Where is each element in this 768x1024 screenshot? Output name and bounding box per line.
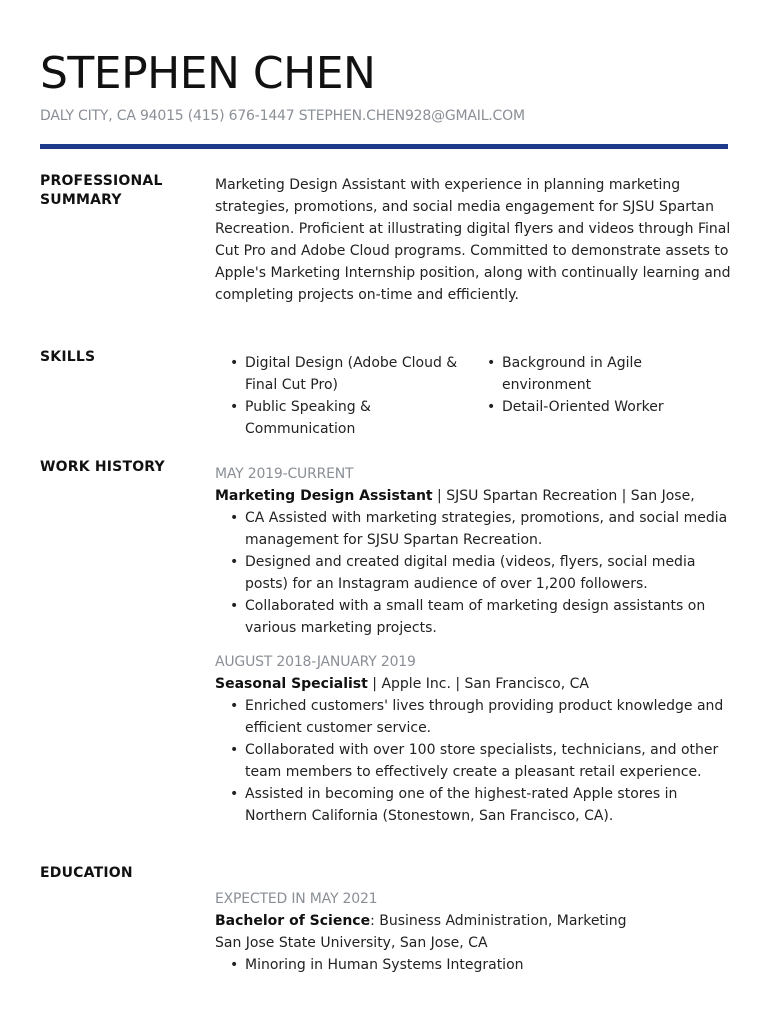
summary-text: Marketing Design Assistant with experience in planning marketing strategies, promotions, and social media engagement for SJSU Spartan Recreation. Proficient at illustrating digital flyers and videos through Final Cut Pro and Adobe Cloud programs. Committed to demonstrate assets to Apple's Marketing Internship position, along with continually learning and completing projects on-time and efficiently. xyxy=(215,177,731,303)
education-detail-item: • Minoring in Human Systems Integration xyxy=(230,954,735,976)
skills-list xyxy=(215,352,735,440)
section-label-skills: SKILLS xyxy=(40,349,96,365)
section-label-summary: PROFESSIONAL SUMMARY xyxy=(40,173,163,208)
resume-name: STEPHEN CHEN xyxy=(40,48,376,99)
job-date: MAY 2019-CURRENT xyxy=(215,466,354,482)
skill-item: • Detail-Oriented Worker xyxy=(487,396,727,418)
degree-line xyxy=(215,910,735,932)
skill-item: • Digital Design (Adobe Cloud & Final Cut Pro) xyxy=(230,352,475,396)
job-title-line xyxy=(215,673,735,695)
section-label-work: WORK HISTORY xyxy=(40,459,165,475)
duty-item: • Assisted in becoming one of the highest-rated Apple stores in Northern California (Stonestown, San Francisco, CA). xyxy=(230,783,735,827)
duty-item: • Collaborated with over 100 store specialists, technicians, and other team members to effectively create a pleasant retail experience. xyxy=(230,739,735,783)
education-entry xyxy=(215,888,735,976)
skills-column-1 xyxy=(215,352,475,440)
duty-item: • CA Assisted with marketing strategies, promotions, and social media management for SJSU Spartan Recreation. xyxy=(230,507,735,551)
job-title: Seasonal Specialist xyxy=(215,676,368,692)
contact-line: DALY CITY, CA 94015 (415) 676-1447 STEPHEN.CHEN928@GMAIL.COM xyxy=(40,108,525,124)
duty-item: • Enriched customers' lives through providing product knowledge and efficient customer service. xyxy=(230,695,735,739)
skill-item: • Background in Agile environment xyxy=(487,352,727,396)
work-history xyxy=(215,463,735,827)
job-entry xyxy=(215,651,735,827)
job-title: Marketing Design Assistant xyxy=(215,488,433,504)
duty-item: • Collaborated with a small team of marketing design assistants on various marketing projects. xyxy=(230,595,735,639)
job-duties xyxy=(215,695,735,827)
header-divider xyxy=(40,144,728,149)
degree-field: : Business Administration, Marketing xyxy=(370,913,627,929)
job-title-line xyxy=(215,485,735,507)
education-details xyxy=(215,954,735,976)
duty-item: • Designed and created digital media (videos, flyers, social media posts) for an Instagram audience of over 1,200 followers. xyxy=(230,551,735,595)
section-label-education: EDUCATION xyxy=(40,865,133,881)
job-duties xyxy=(215,507,735,639)
degree: Bachelor of Science xyxy=(215,913,371,929)
job-date: AUGUST 2018-JANUARY 2019 xyxy=(215,654,416,670)
education-date: EXPECTED IN MAY 2021 xyxy=(215,891,378,907)
skills-column-2 xyxy=(475,352,727,440)
school: San Jose State University, San Jose, CA xyxy=(215,935,488,951)
job-employer: | SJSU Spartan Recreation | San Jose, xyxy=(432,488,695,504)
job-entry xyxy=(215,463,735,639)
job-employer: | Apple Inc. | San Francisco, CA xyxy=(367,676,589,692)
skill-item: • Public Speaking & Communication xyxy=(230,396,475,440)
